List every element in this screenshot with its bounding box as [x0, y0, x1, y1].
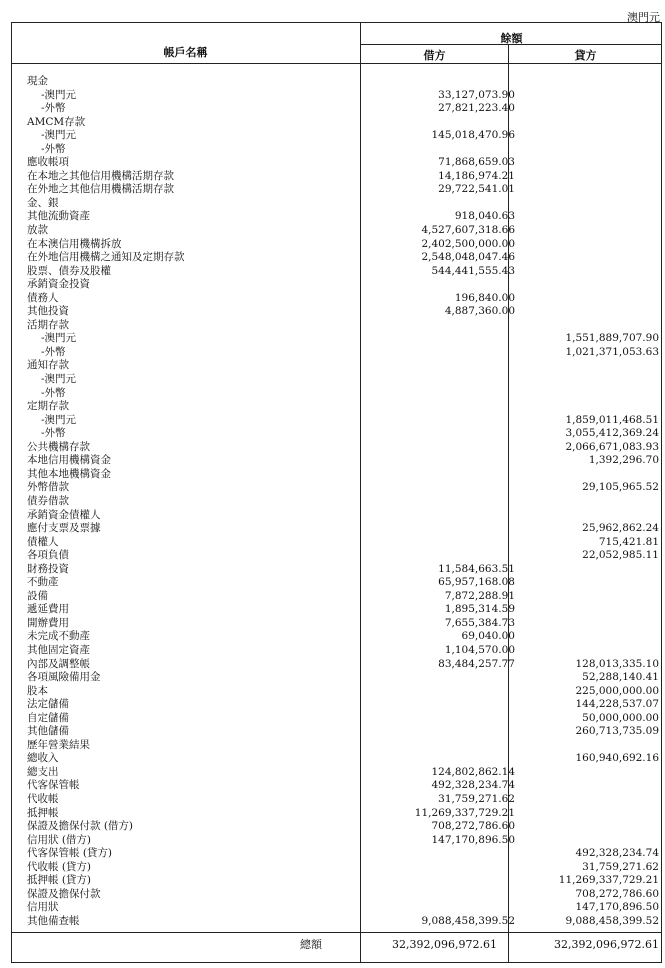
debit-value: 9,088,458,399.52 [421, 914, 515, 927]
credit-value: 1,551,889,707.90 [565, 332, 659, 345]
table-row [11, 265, 662, 279]
account-name: 應收帳項 [27, 156, 69, 169]
table-row [11, 630, 662, 644]
credit-value: 147,170,896.50 [575, 901, 659, 914]
table-row [11, 387, 662, 401]
table-row [11, 671, 662, 685]
table-row [11, 156, 662, 170]
credit-value: 715,421.81 [598, 535, 659, 548]
table-row [11, 590, 662, 604]
account-name: -澳門元 [41, 88, 77, 101]
debit-value: 708,272,786.60 [431, 820, 515, 833]
table-row [11, 495, 662, 509]
debit-value: 124,802,862.14 [431, 765, 515, 778]
table-row [11, 224, 662, 238]
credit-value: 52,288,140.41 [582, 671, 659, 684]
debit-value: 71,868,659.03 [438, 156, 515, 169]
account-name: 各項負債 [27, 549, 69, 562]
credit-value: 50,000,000.00 [582, 711, 659, 724]
debit-value: 196,840.00 [454, 291, 515, 304]
table-row [11, 847, 662, 861]
table-row [11, 834, 662, 848]
table-row [11, 793, 662, 807]
debit-value: 2,402,500,000.00 [421, 237, 515, 250]
account-name: 保證及擔保付款 (借方) [27, 820, 134, 833]
debit-value: 83,484,257.77 [438, 657, 515, 670]
table-row [11, 712, 662, 726]
debit-value: 27,821,223.40 [438, 102, 515, 115]
account-name: 其他儲備 [27, 725, 69, 738]
table-row [11, 210, 662, 224]
table-row [11, 183, 662, 197]
credit-value: 25,962,862.24 [582, 522, 659, 535]
debit-value: 33,127,073.90 [438, 88, 515, 101]
table-row [11, 536, 662, 550]
account-name: 保證及擔保付款 [27, 887, 101, 900]
account-name: 股本 [27, 684, 48, 697]
credit-value: 708,272,786.60 [575, 887, 659, 900]
account-name: -外幣 [41, 386, 66, 399]
table-row [11, 346, 662, 360]
account-name: 公共機構存款 [27, 440, 90, 453]
table-row [11, 332, 662, 346]
account-name: AMCM存款 [27, 115, 86, 128]
table-row [11, 658, 662, 672]
account-name: 現金 [27, 75, 48, 87]
debit-value: 65,957,168.08 [438, 576, 515, 589]
account-name: 在本澳信用機構拆放 [27, 237, 122, 250]
credit-value: 1,021,371,053.63 [565, 345, 659, 358]
account-name: 其他本地機構資金 [27, 467, 111, 480]
account-name: 總支出 [27, 765, 59, 778]
account-name: 股票、債券及股權 [27, 264, 111, 277]
account-name: 債券借款 [27, 494, 69, 507]
account-name: -外幣 [41, 142, 66, 155]
debit-value: 492,328,234.74 [431, 779, 515, 792]
table-row [11, 549, 662, 563]
header-debit: 借方 [423, 49, 446, 62]
credit-value: 31,759,271.62 [582, 860, 659, 873]
credit-value: 260,713,735.09 [575, 725, 659, 738]
header-balance: 餘額 [500, 32, 523, 45]
debit-value: 29,722,541.01 [438, 183, 515, 196]
account-name: 自定儲備 [27, 711, 69, 724]
account-name: -澳門元 [41, 129, 77, 142]
debit-value: 1,895,314.59 [444, 603, 515, 616]
debit-value: 1,104,570.00 [444, 643, 515, 656]
debit-value: 7,655,384.73 [444, 616, 515, 629]
table-row [11, 116, 662, 130]
account-name: 外幣借款 [27, 481, 69, 494]
account-name: 抵押帳 [27, 806, 59, 819]
debit-value: 7,872,288.91 [444, 589, 515, 602]
account-name: 內部及調整帳 [27, 657, 90, 670]
debit-value: 31,759,271.62 [438, 792, 515, 805]
debit-value: 2,548,048,047.46 [421, 251, 515, 264]
account-name: 開辦費用 [27, 616, 69, 629]
account-name: 金、銀 [27, 196, 59, 209]
account-name: 設備 [27, 589, 48, 602]
table-row [11, 170, 662, 184]
table-row [11, 807, 662, 821]
table-row [11, 739, 662, 753]
account-name: 在外地信用機構之通知及定期存款 [27, 251, 185, 264]
account-name: -澳門元 [41, 332, 77, 345]
table-row [11, 373, 662, 387]
header-account-name: 帳戶名稱 [163, 46, 208, 59]
currency-unit: 澳門元 [627, 11, 660, 24]
account-name: 財務投資 [27, 562, 69, 575]
table-row [11, 766, 662, 780]
account-name: 其他流動資產 [27, 210, 90, 223]
credit-value: 160,940,692.16 [575, 752, 659, 765]
debit-value: 11,269,337,729.21 [414, 806, 515, 819]
table-row [11, 685, 662, 699]
table-row [11, 251, 662, 265]
account-name: 應付支票及票據 [27, 522, 101, 535]
debit-value: 4,527,607,318.66 [421, 224, 515, 237]
credit-value: 3,055,412,369.24 [565, 427, 659, 440]
account-name: -外幣 [41, 102, 66, 115]
table-row [11, 414, 662, 428]
account-name: 在外地之其他信用機構活期存款 [27, 183, 174, 196]
table-row [11, 89, 662, 103]
credit-value: 11,269,337,729.21 [558, 874, 659, 887]
account-name: 未完成不動產 [27, 630, 90, 643]
table-row [11, 400, 662, 414]
credit-value: 492,328,234.74 [575, 847, 659, 860]
total-debit: 32,392,096,972.61 [392, 938, 497, 951]
table-row [11, 861, 662, 875]
credit-value: 22,052,985.11 [582, 549, 659, 562]
table-row [11, 522, 662, 536]
debit-value: 4,887,360.00 [444, 305, 515, 318]
account-name: 代收帳 [27, 792, 59, 805]
account-name: 債務人 [27, 291, 59, 304]
table-row [11, 441, 662, 455]
table-row [11, 454, 662, 468]
table-row [11, 238, 662, 252]
debit-value: 918,040.63 [454, 210, 515, 223]
table-row [11, 915, 662, 929]
header-bottom-line [11, 63, 662, 64]
account-name: 法定儲備 [27, 698, 69, 711]
debit-value: 544,441,555.43 [431, 264, 515, 277]
account-name: 不動產 [27, 576, 59, 589]
table-row [11, 901, 662, 915]
table-row [11, 576, 662, 590]
header-credit: 貸方 [574, 49, 597, 62]
account-name: 抵押帳 (貸方) [27, 874, 92, 887]
table-row [11, 820, 662, 834]
table-row [11, 481, 662, 495]
account-name: 各項風險備用金 [27, 671, 101, 684]
account-name: 代收帳 (貸方) [27, 860, 92, 873]
table-row [11, 427, 662, 441]
account-name: 信用狀 [27, 901, 59, 914]
credit-value: 128,013,335.10 [575, 657, 659, 670]
account-name: -外幣 [41, 345, 66, 358]
account-name: 本地信用機構資金 [27, 454, 111, 467]
account-name: 通知存款 [27, 359, 69, 372]
table-row [11, 129, 662, 143]
account-name: -澳門元 [41, 373, 77, 386]
table-row [11, 359, 662, 373]
ledger-rows [11, 75, 662, 928]
account-name: 其他固定資產 [27, 643, 90, 656]
table-row [11, 75, 662, 89]
total-label: 總額 [300, 938, 322, 951]
credit-value: 144,228,537.07 [575, 698, 659, 711]
account-name: 遞延費用 [27, 603, 69, 616]
table-row [11, 698, 662, 712]
table-row [11, 874, 662, 888]
account-name: 債權人 [27, 535, 59, 548]
table-row [11, 278, 662, 292]
table-row [11, 779, 662, 793]
account-name: -外幣 [41, 427, 66, 440]
debit-value: 147,170,896.50 [431, 833, 515, 846]
credit-value: 29,105,965.52 [582, 481, 659, 494]
table-row [11, 888, 662, 902]
account-name: 承銷資金債權人 [27, 508, 101, 521]
account-name: 其他備查帳 [27, 914, 80, 927]
account-name: 其他投資 [27, 305, 69, 318]
account-name: 放款 [27, 224, 48, 237]
debit-value: 14,186,974.21 [438, 169, 515, 182]
table-row [11, 563, 662, 577]
table-row [11, 644, 662, 658]
credit-value: 1,392,296.70 [588, 454, 659, 467]
account-name: -澳門元 [41, 413, 77, 426]
account-name: 總收入 [27, 752, 59, 765]
table-row [11, 617, 662, 631]
table-row [11, 468, 662, 482]
table-row [11, 603, 662, 617]
table-row [11, 725, 662, 739]
debit-value: 69,040.00 [461, 630, 515, 643]
table-row [11, 752, 662, 766]
table-row [11, 143, 662, 157]
credit-value: 9,088,458,399.52 [565, 914, 659, 927]
credit-value: 2,066,671,083.93 [565, 440, 659, 453]
account-name: 代客保管帳 (貸方) [27, 847, 113, 860]
account-name: 承銷資金投資 [27, 278, 90, 291]
table-row [11, 197, 662, 211]
account-name: 在本地之其他信用機構活期存款 [27, 169, 174, 182]
credit-value: 1,859,011,468.51 [565, 413, 659, 426]
table-row [11, 509, 662, 523]
account-name: 歷年營業結果 [27, 738, 90, 751]
credit-value: 225,000,000.00 [575, 684, 659, 697]
debit-value: 145,018,470.96 [431, 129, 515, 142]
table-row [11, 305, 662, 319]
table-row [11, 292, 662, 306]
account-name: 信用狀 (借方) [27, 833, 92, 846]
table-row [11, 319, 662, 333]
account-name: 定期存款 [27, 400, 69, 413]
debit-value: 11,584,663.51 [438, 562, 515, 575]
total-credit: 32,392,096,972.61 [554, 938, 659, 951]
account-name: 代客保管帳 [27, 779, 80, 792]
table-row [11, 102, 662, 116]
account-name: 活期存款 [27, 318, 69, 331]
